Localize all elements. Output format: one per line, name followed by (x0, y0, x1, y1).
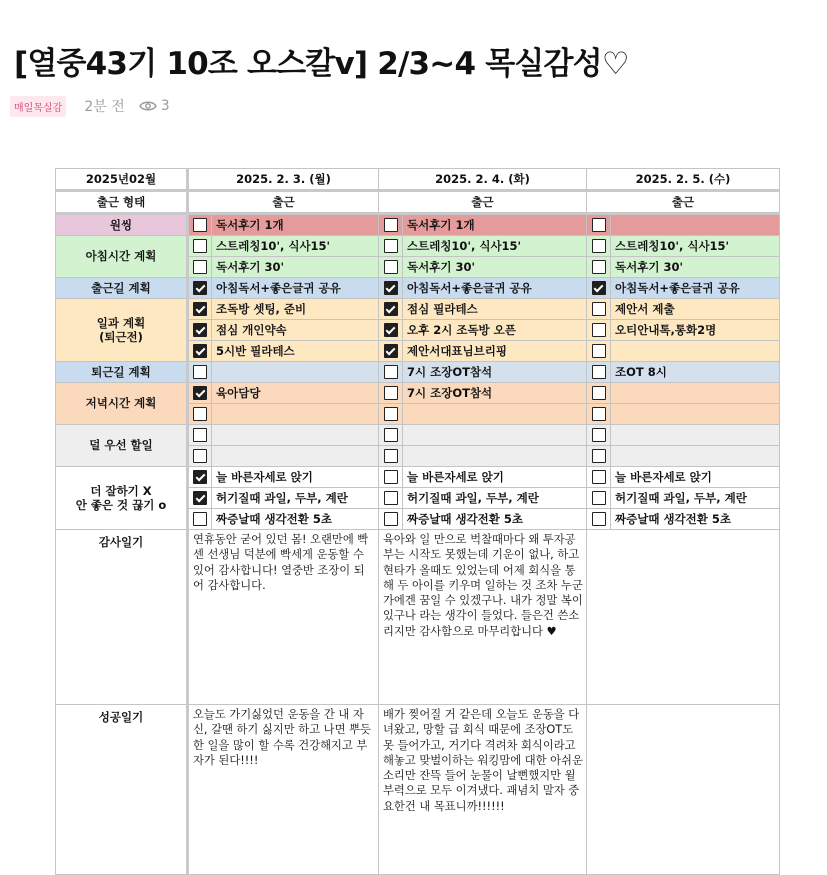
checkbox-unchecked[interactable] (592, 428, 606, 442)
checkbox-unchecked[interactable] (592, 449, 606, 463)
checkbox-cell (379, 404, 403, 425)
checkbox-checked[interactable] (384, 281, 398, 295)
task-text: 짜증날때 생각전환 5초 (212, 509, 379, 530)
task-text (212, 404, 379, 425)
planner-sheet (55, 168, 780, 875)
task-text (212, 425, 379, 446)
checkbox-cell (379, 488, 403, 509)
task-text: 독서후기 30' (212, 257, 379, 278)
success-diary-row (56, 705, 780, 875)
checkbox-cell (587, 446, 611, 467)
task-text: 7시 조장OT참석 (403, 362, 587, 383)
plan-row (56, 236, 780, 257)
checkbox-cell (188, 488, 212, 509)
row-label-text: 퇴근길 계획 (91, 364, 151, 379)
commute-value: 출근 (188, 191, 379, 214)
checkbox-unchecked[interactable] (592, 260, 606, 274)
row-label-one-thing (56, 214, 188, 236)
row-label-evening (56, 383, 188, 425)
checkbox-unchecked[interactable] (193, 449, 207, 463)
checkbox-unchecked[interactable] (384, 512, 398, 526)
checkbox-cell (188, 509, 212, 530)
checkbox-cell (188, 278, 212, 299)
task-text (611, 383, 780, 404)
row-label-morning (56, 236, 188, 278)
plan-row (56, 362, 780, 383)
plan-row (56, 214, 780, 236)
checkbox-cell (188, 214, 212, 236)
task-text (212, 446, 379, 467)
task-text: 짜증날때 생각전환 5초 (403, 509, 587, 530)
checkbox-unchecked[interactable] (592, 491, 606, 505)
checkbox-cell (379, 509, 403, 530)
checkbox-cell (188, 404, 212, 425)
commute-value: 출근 (379, 191, 587, 214)
month-label: 2025년02월 (56, 169, 188, 191)
checkbox-cell (587, 404, 611, 425)
checkbox-unchecked[interactable] (592, 407, 606, 421)
plan-row (56, 383, 780, 404)
post-time: 2분 전 (84, 99, 125, 115)
row-label-commute-plan (56, 278, 188, 299)
checkbox-cell (587, 488, 611, 509)
checkbox-cell (379, 425, 403, 446)
header-row (56, 169, 780, 191)
checkbox-cell (587, 299, 611, 320)
checkbox-unchecked[interactable] (193, 260, 207, 274)
checkbox-checked[interactable] (193, 281, 207, 295)
success-entry: 오늘도 가기싫었던 운동을 간 내 자신, 갈땐 하기 싫지만 하고 나면 뿌듯한 일을 많이 할 수록 건강해지고 부자가 된다!!!! (188, 705, 379, 875)
checkbox-cell (587, 278, 611, 299)
row-label-better (56, 467, 188, 530)
category-badge[interactable]: 매일목실감 (10, 96, 66, 117)
checkbox-cell (587, 214, 611, 236)
checkbox-cell (587, 341, 611, 362)
checkbox-cell (379, 299, 403, 320)
checkbox-checked[interactable] (193, 491, 207, 505)
gratitude-entry: 육아와 일 만으로 벅찰때마다 왜 투자공부는 시작도 못했는데 기운이 없나, 하고 현타가 올때도 있었는데 어제 회식을 통해 두 아이를 키우며 일하는 것 조차 누군가에겐 꿈일 수 있겠구나. 내가 정말 복이 있구나 라는 생각이 들었다. 들은건 쓴소리지만 감사함으로 마무리합니다 ♥ (379, 530, 587, 705)
task-text: 제안서 제출 (611, 299, 780, 320)
checkbox-unchecked[interactable] (592, 302, 606, 316)
gratitude-diary-row (56, 530, 780, 705)
checkbox-unchecked[interactable] (384, 239, 398, 253)
checkbox-cell (188, 467, 212, 488)
task-text (611, 425, 780, 446)
task-text: 아침독서+좋은글귀 공유 (403, 278, 587, 299)
row-label-less-first (56, 425, 188, 467)
task-text (611, 446, 780, 467)
checkbox-checked[interactable] (193, 344, 207, 358)
checkbox-cell (587, 257, 611, 278)
task-text: 짜증날때 생각전환 5초 (611, 509, 780, 530)
checkbox-checked[interactable] (592, 281, 606, 295)
task-text: 점심 개인약속 (212, 320, 379, 341)
row-label-subtext: (퇴근전) (99, 330, 143, 344)
checkbox-unchecked[interactable] (193, 239, 207, 253)
day-header: 2025. 2. 5. (수) (587, 169, 780, 191)
checkbox-cell (379, 320, 403, 341)
gratitude-entry (587, 530, 780, 705)
task-text: 점심 필라테스 (403, 299, 587, 320)
task-text: 늘 바른자세로 앉기 (611, 467, 780, 488)
row-label-commute: 출근 형태 (56, 191, 188, 214)
checkbox-cell (587, 236, 611, 257)
task-text: 7시 조장OT참석 (403, 383, 587, 404)
checkbox-cell (188, 299, 212, 320)
success-entry (587, 705, 780, 875)
checkbox-cell (379, 236, 403, 257)
task-text: 오후 2시 조독방 오픈 (403, 320, 587, 341)
checkbox-cell (188, 425, 212, 446)
row-label-text: 저녁시간 계획 (85, 396, 157, 411)
checkbox-unchecked[interactable] (384, 491, 398, 505)
checkbox-cell (587, 467, 611, 488)
checkbox-cell (587, 425, 611, 446)
checkbox-unchecked[interactable] (592, 365, 606, 379)
row-label-gratitude: 감사일기 (56, 530, 188, 705)
checkbox-cell (379, 214, 403, 236)
task-text: 독서후기 30' (611, 257, 780, 278)
task-text: 아침독서+좋은글귀 공유 (611, 278, 780, 299)
checkbox-unchecked[interactable] (384, 449, 398, 463)
checkbox-unchecked[interactable] (384, 218, 398, 232)
checkbox-cell (379, 467, 403, 488)
task-text: 육아담당 (212, 383, 379, 404)
task-text: 오티안내톡,통화2명 (611, 320, 780, 341)
checkbox-cell (188, 257, 212, 278)
checkbox-unchecked[interactable] (384, 470, 398, 484)
row-label-success: 성공일기 (56, 705, 188, 875)
commute-row (56, 191, 780, 214)
checkbox-checked[interactable] (193, 386, 207, 400)
checkbox-cell (379, 362, 403, 383)
checkbox-unchecked[interactable] (592, 323, 606, 337)
task-text: 허기질때 과일, 두부, 계란 (212, 488, 379, 509)
checkbox-cell (587, 509, 611, 530)
checkbox-unchecked[interactable] (193, 218, 207, 232)
task-text: 허기질때 과일, 두부, 계란 (611, 488, 780, 509)
row-label-text: 더 잘하기 X (90, 483, 152, 498)
day-header: 2025. 2. 4. (화) (379, 169, 587, 191)
task-text: 아침독서+좋은글귀 공유 (212, 278, 379, 299)
checkbox-unchecked[interactable] (592, 239, 606, 253)
eye-icon (139, 100, 157, 112)
checkbox-unchecked[interactable] (592, 344, 606, 358)
checkbox-cell (188, 320, 212, 341)
task-text (212, 362, 379, 383)
checkbox-unchecked[interactable] (592, 386, 606, 400)
checkbox-cell (188, 341, 212, 362)
plan-row (56, 278, 780, 299)
checkbox-unchecked[interactable] (384, 365, 398, 379)
task-text: 독서후기 1개 (212, 214, 379, 236)
checkbox-checked[interactable] (193, 323, 207, 337)
task-text: 조OT 8시 (611, 362, 780, 383)
checkbox-cell (379, 278, 403, 299)
post-title: [열중43기 10조 오스칼v] 2/3~4 목실감성♡ (14, 46, 629, 82)
task-text: 스트레칭10', 식사15' (611, 236, 780, 257)
commute-value: 출근 (587, 191, 780, 214)
checkbox-cell (188, 446, 212, 467)
checkbox-cell (188, 362, 212, 383)
task-text: 늘 바른자세로 앉기 (403, 467, 587, 488)
task-text: 조독방 셋팅, 준비 (212, 299, 379, 320)
task-text: 늘 바른자세로 앉기 (212, 467, 379, 488)
plan-row (56, 299, 780, 320)
checkbox-unchecked[interactable] (592, 218, 606, 232)
checkbox-unchecked[interactable] (384, 386, 398, 400)
task-text (403, 404, 587, 425)
task-text: 스트레칭10', 식사15' (403, 236, 587, 257)
task-text (611, 214, 780, 236)
checkbox-cell (587, 383, 611, 404)
checkbox-cell (188, 236, 212, 257)
success-entry: 배가 찢어질 거 같은데 오늘도 운동을 다녀왔고, 망할 급 회식 때문에 조장OT도 못 들어가고, 거기다 격려차 회식이라고 해놓고 맞벌이하는 워킹맘에 대한 아쉬운 소리만 잔뜩 들어 눈물이 날뻔했지만 윌부력으로 모두 이겨냈다. 괘념치 말자 중요한건 내 목표니까!!!!!! (379, 705, 587, 875)
checkbox-checked[interactable] (384, 302, 398, 316)
post-meta (10, 96, 170, 116)
plan-row (56, 425, 780, 446)
checkbox-unchecked[interactable] (193, 428, 207, 442)
checkbox-checked[interactable] (384, 323, 398, 337)
checkbox-unchecked[interactable] (592, 512, 606, 526)
checkbox-cell (379, 257, 403, 278)
view-count-value: 3 (160, 98, 170, 114)
checkbox-unchecked[interactable] (384, 428, 398, 442)
checkbox-cell (379, 446, 403, 467)
task-text: 독서후기 1개 (403, 214, 587, 236)
task-text (403, 446, 587, 467)
gratitude-entry: 연휴동안 굳어 있던 몸! 오랜만에 빡센 선생님 덕분에 빡세게 운동할 수 있어 감사합니다! 열중반 조장이 되어 감사합니다. (188, 530, 379, 705)
checkbox-cell (587, 320, 611, 341)
row-label-text: 원씽 (109, 217, 133, 232)
task-text (611, 404, 780, 425)
task-text (611, 341, 780, 362)
view-count (139, 98, 170, 114)
task-text: 허기질때 과일, 두부, 계란 (403, 488, 587, 509)
checkbox-cell (188, 383, 212, 404)
checkbox-unchecked[interactable] (193, 407, 207, 421)
row-label-text: 아침시간 계획 (85, 249, 157, 264)
checkbox-unchecked[interactable] (193, 512, 207, 526)
task-text: 5시반 필라테스 (212, 341, 379, 362)
checkbox-cell (379, 341, 403, 362)
checkbox-checked[interactable] (193, 470, 207, 484)
row-label-work (56, 299, 188, 362)
row-label-text: 일과 계획 (96, 315, 146, 330)
checkbox-unchecked[interactable] (384, 407, 398, 421)
checkbox-checked[interactable] (384, 344, 398, 358)
task-text (403, 425, 587, 446)
row-label-homecoming (56, 362, 188, 383)
checkbox-checked[interactable] (193, 302, 207, 316)
task-text: 독서후기 30' (403, 257, 587, 278)
checkbox-unchecked[interactable] (193, 365, 207, 379)
plan-row (56, 467, 780, 488)
task-text: 제안서대표님브리핑 (403, 341, 587, 362)
checkbox-cell (587, 362, 611, 383)
checkbox-unchecked[interactable] (592, 470, 606, 484)
row-label-text: 덜 우선 할일 (89, 438, 153, 453)
day-header: 2025. 2. 3. (월) (188, 169, 379, 191)
checkbox-cell (379, 383, 403, 404)
row-label-text: 출근길 계획 (91, 280, 151, 295)
row-label-subtext: 안 좋은 것 끊기 o (75, 498, 167, 512)
checkbox-unchecked[interactable] (384, 260, 398, 274)
task-text: 스트레칭10', 식사15' (212, 236, 379, 257)
